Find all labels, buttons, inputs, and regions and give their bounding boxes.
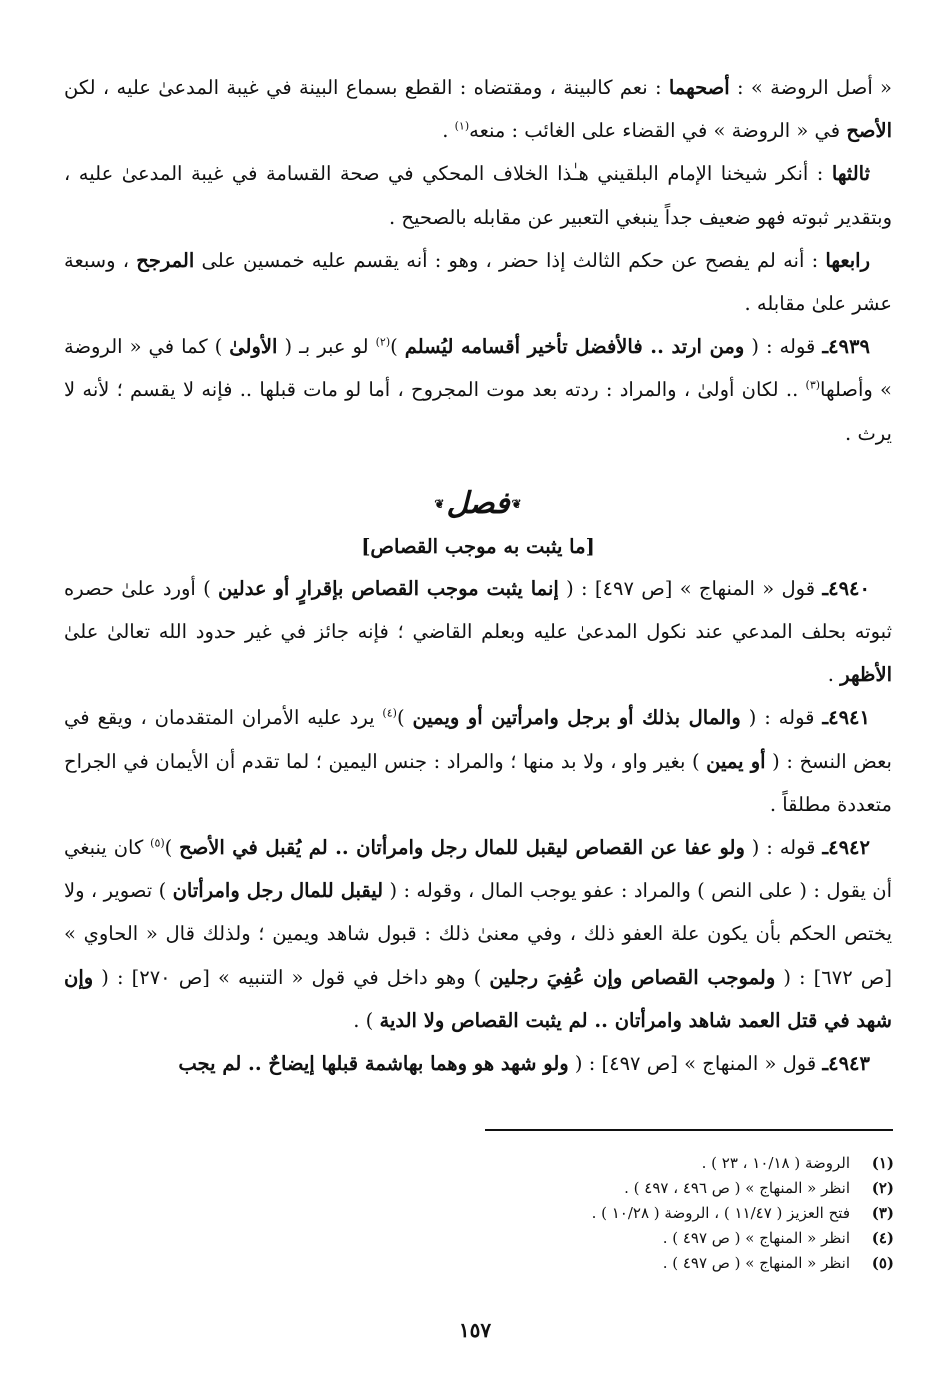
footnote-separator: [485, 1129, 893, 1131]
entry-4943: ٤٩٤٣ـ قول « المنهاج » [ص ٤٩٧] : ( ولو شهد هو وهما بهاشمة قبلها إيضاحٌ .. لم يجب: [178, 1052, 870, 1076]
paragraph-2: ثالثها : أنكر شيخنا الإمام البلقيني هـٰذا الخلاف المحكي في صحة القسامة في غيبة المدعىٰ عليه ، وبتقدير ثبوته فهو ضعيف جداً ينبغي التعبير عن مقابله بالصحيح .: [64, 162, 892, 229]
footnote-ref-1[interactable]: (١): [454, 119, 470, 133]
entry-number: ٤٩٤٢ـ: [822, 836, 870, 860]
entry-4941: ٤٩٤١ـ قوله : ( والمال بذلك أو برجل وامرأتين أو ويمين )$^{(٤)}$ يرد عليه الأمران المتقدمان ، ويقع في بعض النسخ : ( أو يمين ) بغير واو ، ولا بد منها ؛ والمراد : جنس اليمين ؛ لما تقدم أن الأيمان في الجراح متعددة مطلقاً .: [64, 706, 892, 816]
entry-number: ٤٩٤٠ـ: [822, 576, 870, 600]
entry-number: ٤٩٣٩ـ: [822, 335, 870, 359]
entry-4942: ٤٩٤٢ـ قوله : ( ولو عفا عن القصاص ليقبل للمال رجل وامرأتان .. لم يُقبل في الأصح )$^{(٥)}$ كان ينبغي أن يقول : ( على النص ) والمراد : عفو يوجب المال ، وقوله : ( ليقبل للمال رجل وامرأتان ) تصوير ، ولا يختص الحكم بأن يكون علة العفو ذلك ، وفي معنىٰ ذلك : قبول شاهد ويمين ؛ ولذلك قال « الحاوي » [ص ٦٧٢] : ( ولموجب القصاص وإن عُفِيَ رجلين ) وهو داخل في قول « التنبيه » [ص ٢٧٠] : ( وإن شهد في قتل العمد شاهد وامرأتان .. لم يثبت القصاص ولا الدية ) .: [64, 836, 893, 1032]
footnote-2: (٢)انظر « المنهاج » ( ص ٤٩٦ ، ٤٩٧ ) .: [624, 1179, 894, 1197]
ornament-flourish-icon: ❦: [511, 496, 522, 511]
paragraph-1: « أصل الروضة » : أصحهما : نعم كالبينة ، ومقتضاه : القطع بسماع البينة في غيبة المدعىٰ عليه ، لكن الأصح في « الروضة » في القضاء على الغائب : منعه$^{(١)}$ .: [64, 76, 892, 143]
page-number: ١٥٧: [458, 1318, 492, 1342]
footnote-1: (١)الروضة ( ١٠/١٨ ، ٢٣ ) .: [701, 1154, 894, 1172]
section-title: [ما يثبت به موجب القصاص]: [361, 534, 595, 558]
footnotes: [480, 1151, 894, 1276]
ornament-flourish-icon: ❦: [434, 496, 445, 511]
footnote-ref-4[interactable]: (٤): [382, 706, 397, 720]
entry-4939: ٤٩٣٩ـ قوله : ( ومن ارتد .. فالأفضل تأخير أقسامه ليُسلم )$^{(٢)}$ لو عبر بـ ( الأولىٰ ) كما في « الروضة » وأصلها$^{(٣)}$ .. لكان أولىٰ ، والمراد : ردته بعد موت المجروح ، أما لو مات قبلها .. فإنه لا يقسم ؛ لأنه لا يرث .: [64, 335, 892, 445]
entry-4940: ٤٩٤٠ـ قول « المنهاج » [ص ٤٩٧] : ( إنما يثبت موجب القصاص بإقرارٍ أو عدلين ) أورد علىٰ حصره ثبوته بحلف المدعي عند نكول المدعىٰ عليه وبعلم القاضي ؛ فإنه جائز في غير حدود الله تعالىٰ علىٰ الأظهر .: [64, 576, 892, 687]
footnote-3: (٣)فتح العزيز ( ١١/٤٧ ) ، الروضة ( ١٠/٢٨ ) .: [591, 1204, 894, 1222]
paragraph-3: رابعها : أنه لم يفصح عن حكم الثالث إذا حضر ، وهو : أنه يقسم عليه خمسين على المرجح ، وسبعة عشر علىٰ مقابله .: [64, 248, 892, 316]
footnote-ref-2[interactable]: (٢): [375, 335, 391, 349]
footnote-4: (٤)انظر « المنهاج » ( ص ٤٩٧ ) .: [662, 1229, 894, 1247]
ornament-title: فصل: [446, 485, 510, 521]
entry-number: ٤٩٤٣ـ: [822, 1052, 870, 1076]
section-ornament: [64, 481, 892, 527]
main-text: [64, 66, 892, 1085]
entry-number: ٤٩٤١ـ: [822, 706, 871, 730]
footnote-ref-3[interactable]: (٣): [805, 378, 821, 392]
footnote-ref-5[interactable]: (٥): [150, 836, 165, 850]
footnote-5: (٥)انظر « المنهاج » ( ص ٤٩٧ ) .: [662, 1254, 894, 1272]
